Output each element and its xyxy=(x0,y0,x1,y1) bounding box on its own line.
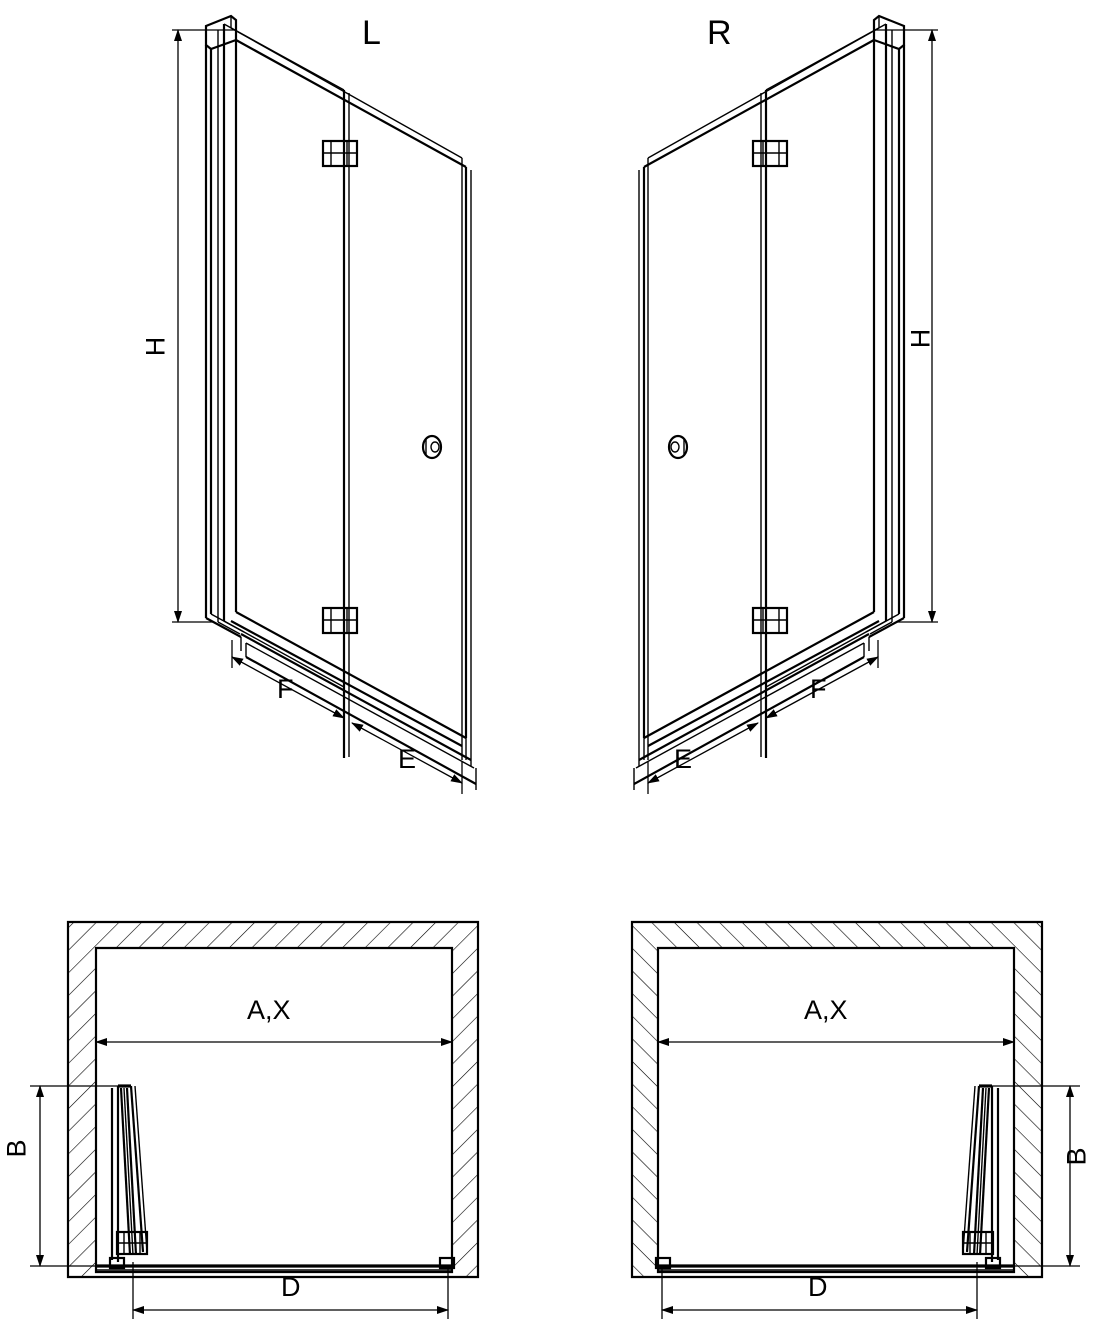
dim-label-H-right: H xyxy=(905,328,936,349)
dim-label-E-left: E xyxy=(398,744,417,774)
plan-left-geometry xyxy=(30,922,478,1319)
variant-label-left: L xyxy=(362,14,381,52)
dim-H-left xyxy=(172,30,236,622)
elevation-right-geometry xyxy=(634,16,938,794)
door-knob-right xyxy=(669,436,687,458)
dim-label-F-left: F xyxy=(277,674,294,704)
variant-label-right: R xyxy=(707,14,732,52)
hinge-lower-left xyxy=(323,608,357,633)
door-panel-plan-right xyxy=(656,1086,1014,1270)
dim-label-E-right: E xyxy=(674,744,693,774)
dim-label-B-right: B xyxy=(1061,1147,1092,1166)
dim-label-B-left: B xyxy=(1,1139,32,1158)
dim-label-H-left: H xyxy=(140,336,171,357)
dim-H-right xyxy=(874,30,938,622)
dim-label-D-right: D xyxy=(808,1272,828,1302)
plan-right-geometry xyxy=(632,922,1080,1319)
dim-label-D-left: D xyxy=(281,1272,301,1302)
hinge-lower-right xyxy=(753,608,787,633)
dim-label-F-right: F xyxy=(810,674,827,704)
door-panel-plan-left xyxy=(96,1086,454,1270)
hinge-upper-left xyxy=(323,141,357,166)
dim-label-AX-left: A,X xyxy=(247,995,291,1025)
hinge-upper-right xyxy=(753,141,787,166)
elevation-left-geometry xyxy=(172,16,476,794)
door-knob-left xyxy=(423,436,441,458)
dim-label-AX-right: A,X xyxy=(804,995,848,1025)
